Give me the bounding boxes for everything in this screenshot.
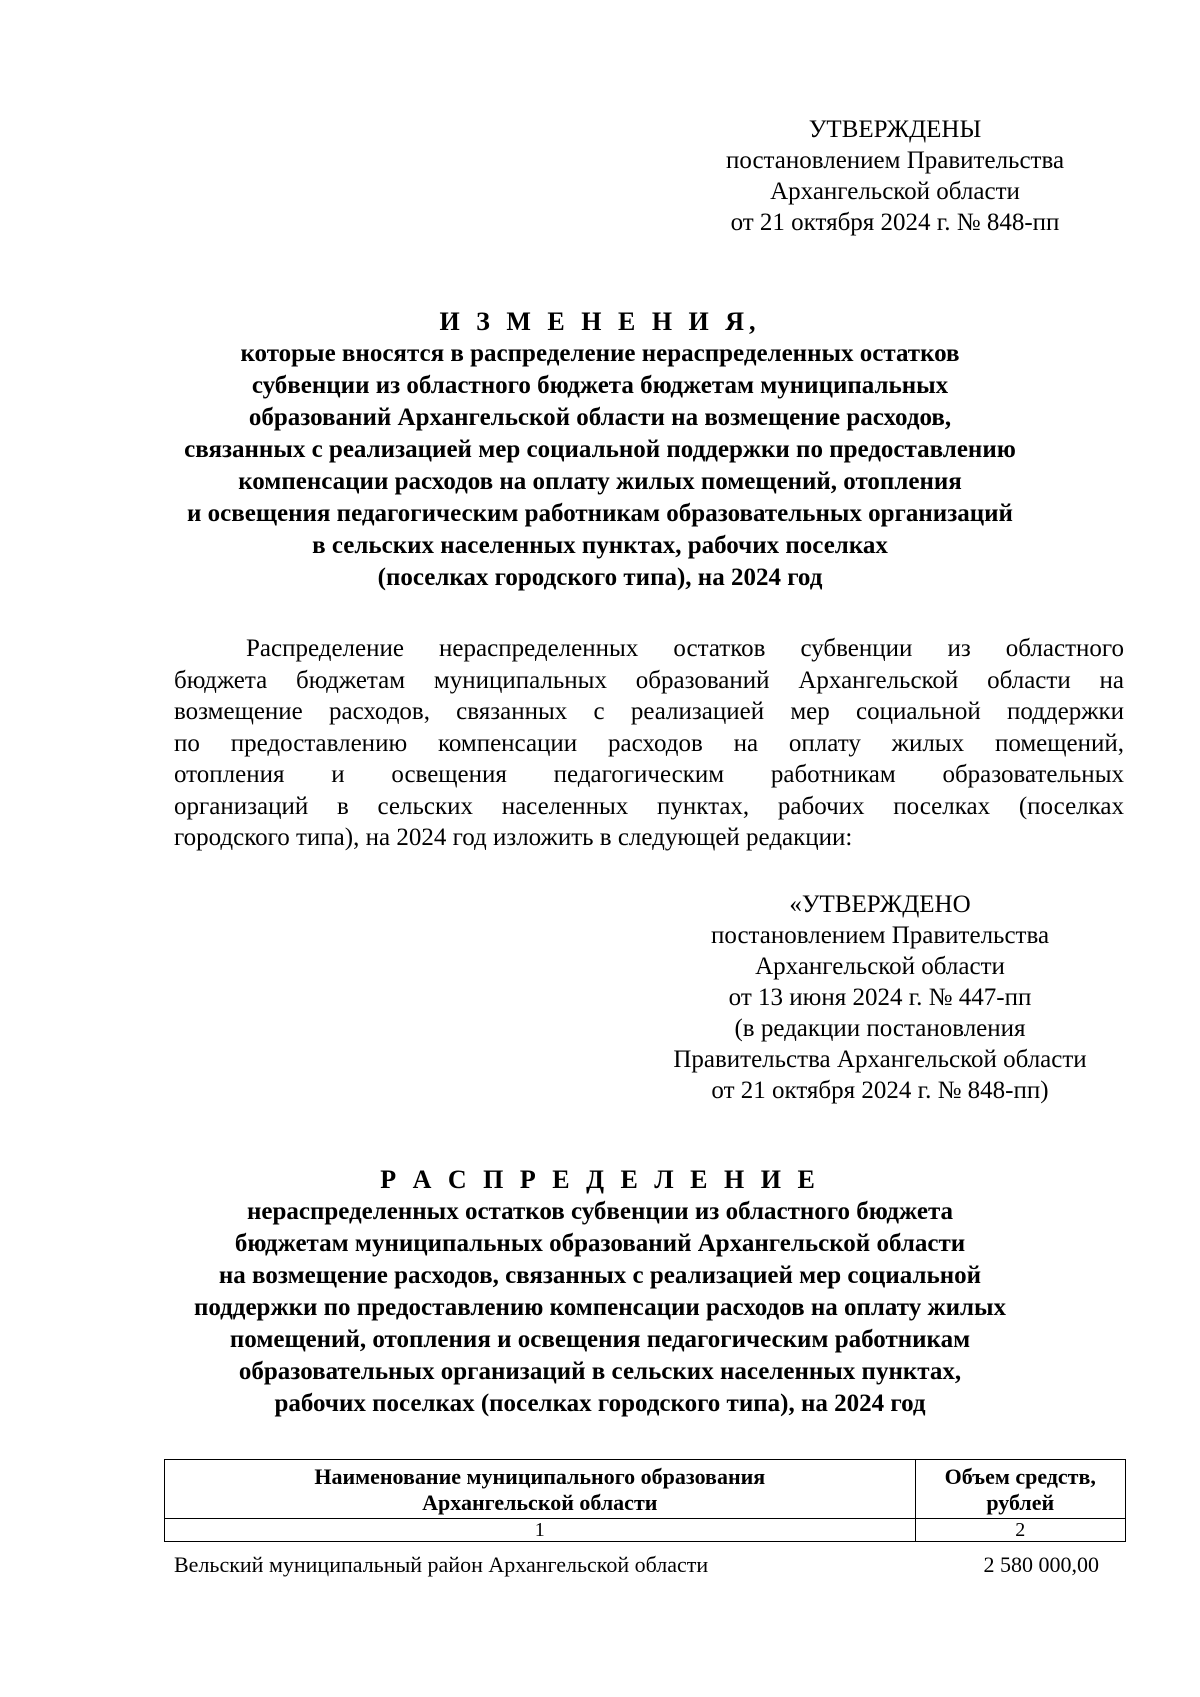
distribution-heading-line: помещений, отопления и освещения педагогическим работникам [229,1326,971,1353]
distribution-heading-line: образовательных организаций в сельских населенных пунктах, [238,1358,962,1385]
changes-heading-line: образований Архангельской области на возмещение расходов, [248,404,952,431]
column-number: 1 [165,1519,916,1542]
distribution-heading [140,1164,1060,1420]
paragraph-line: отопления и освещения педагогическим работникам образовательных [174,761,1124,788]
distribution-heading-line: нераспределенных остатков субвенции из областного бюджета [246,1198,954,1225]
changes-heading [140,306,1060,594]
paragraph-line: городского типа), на 2024 год изложить в следующей редакции: [174,824,853,851]
column-header-amount-line: Объем средств, [944,1464,1096,1489]
distribution-heading-line: поддержки по предоставлению компенсации расходов на оплату жилых [193,1294,1007,1321]
changes-heading-line: и освещения педагогическим работникам образовательных организаций [187,500,1013,527]
paragraph-line: возмещение расходов, связанных с реализацией мер социальной поддержки [174,698,1124,725]
intro-paragraph [174,633,1124,854]
column-header-name-line: Архангельской области [422,1490,658,1515]
distribution-title: Р А С П Р Е Д Е Л Е Н И Е [380,1165,820,1194]
table-header-row [165,1460,1126,1519]
distribution-heading-line: на возмещение расходов, связанных с реализацией мер социальной [218,1262,982,1289]
paragraph-line: бюджета бюджетам муниципальных образований Архангельской области на [174,666,1124,694]
changes-heading-line: которые вносятся в распределение нераспределенных остатков [240,340,960,367]
column-header-name [165,1460,916,1519]
paragraph-line: Распределение нераспределенных остатков субвенции из областного [246,635,1124,662]
approval-inner-line: Правительства Архангельской области [673,1046,1087,1073]
changes-heading-line: субвенции из областного бюджета бюджетам муниципальных [251,372,949,399]
paragraph-line: организаций в сельских населенных пунктах, рабочих поселках (поселках [174,792,1124,820]
column-header-amount-line: рублей [986,1490,1055,1515]
approval-inner-line: постановлением Правительства [710,922,1050,949]
approval-top-line: постановлением Правительства [725,147,1065,174]
distribution-heading-line: бюджетам муниципальных образований Архангельской области [234,1230,966,1257]
changes-heading-line: (поселках городского типа), на 2024 год [377,564,823,591]
distribution-table [164,1459,1126,1542]
approval-block-top [700,114,1090,238]
paragraph-line: по предоставлению компенсации расходов на оплату жилых помещений, [174,729,1124,757]
approval-block-inner [630,889,1130,1106]
column-number: 2 [915,1519,1125,1542]
changes-heading-line: компенсации расходов на оплату жилых помещений, отопления [238,468,962,495]
table-column-number-row [165,1519,1126,1542]
approval-inner-line: Архангельской области [755,953,1005,980]
approval-inner-line: (в редакции постановления [734,1015,1026,1042]
row-amount: 2 580 000,00 [983,1552,1099,1577]
approval-top-line: УТВЕРЖДЕНЫ [808,116,982,143]
approval-inner-line: от 13 июня 2024 г. № 447-пп [728,984,1032,1011]
approval-top-line: Архангельской области [770,178,1020,205]
column-header-name-line: Наименование муниципального образования [314,1464,766,1489]
changes-title: И З М Е Н Е Н И Я, [439,307,761,336]
changes-heading-line: связанных с реализацией мер социальной поддержки по предоставлению [184,436,1016,463]
column-header-amount [915,1460,1125,1519]
changes-heading-line: в сельских населенных пунктах, рабочих поселках [312,532,888,559]
approval-top-line: от 21 октября 2024 г. № 848-пп [730,209,1060,236]
row-municipality-name: Вельский муниципальный район Архангельской области [174,1552,709,1577]
approval-inner-line: от 21 октября 2024 г. № 848-пп) [711,1077,1049,1104]
approval-inner-line: «УТВЕРЖДЕНО [789,891,971,918]
distribution-heading-line: рабочих поселках (поселках городского типа), на 2024 год [274,1390,926,1417]
